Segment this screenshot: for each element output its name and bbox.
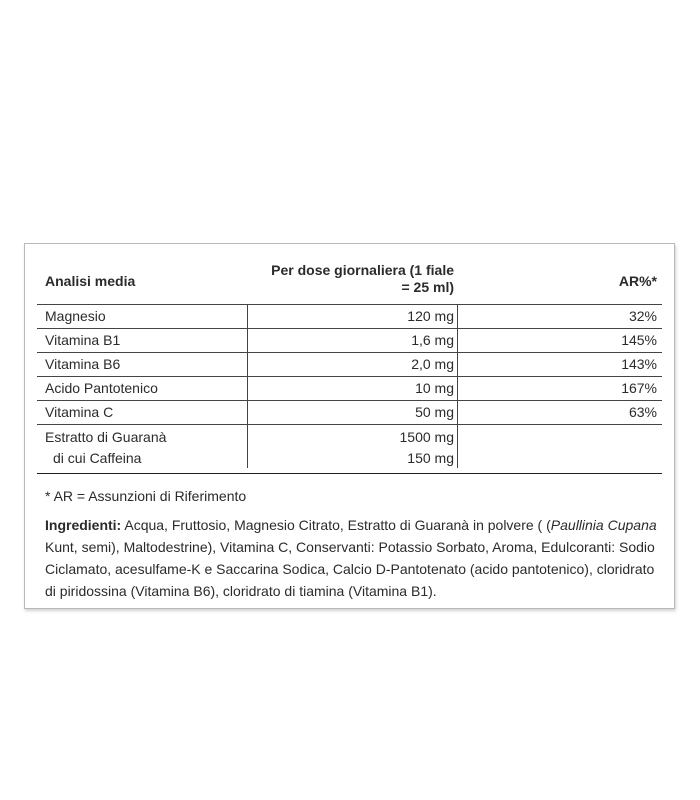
table-row [37, 401, 662, 425]
header-per-dose [247, 262, 454, 296]
table-row-guarana [37, 425, 662, 474]
ingredients-italic: Paullinia Cupana [550, 517, 657, 533]
row-amount: 120 mg [407, 308, 454, 324]
column-divider [247, 304, 248, 468]
row-amount: 1,6 mg [411, 332, 454, 348]
ar-footnote: * AR = Assunzioni di Riferimento [45, 488, 247, 504]
row-name: Vitamina B1 [45, 332, 121, 348]
header-ar: AR%* [618, 273, 657, 289]
row-ar: 63% [628, 404, 657, 420]
header-analysis: Analisi media [45, 273, 136, 289]
row-ar: 32% [628, 308, 657, 324]
row-name [45, 427, 166, 469]
caffeine-name: di cui Caffeina [53, 450, 142, 466]
table-row [37, 329, 662, 353]
table-row [37, 377, 662, 401]
row-ar: 143% [621, 356, 657, 372]
header-per-dose-line2: = 25 ml) [401, 279, 454, 295]
row-name: Vitamina C [45, 404, 114, 420]
table-row [37, 353, 662, 377]
nutrition-table [37, 256, 662, 474]
caffeine-amount: 150 mg [407, 450, 454, 466]
row-amount [347, 427, 454, 469]
row-ar: 167% [621, 380, 657, 396]
header-per-dose-line1: Per dose giornaliera (1 fiale [271, 262, 454, 278]
row-amount: 10 mg [415, 380, 454, 396]
row-name: Vitamina B6 [45, 356, 121, 372]
row-name: Acido Pantotenico [45, 380, 158, 396]
table-row [37, 305, 662, 329]
row-name: Magnesio [45, 308, 106, 324]
row-amount: 2,0 mg [411, 356, 454, 372]
ingredients-paragraph [45, 514, 660, 602]
guarana-name: Estratto di Guaranà [45, 429, 167, 445]
row-ar: 145% [621, 332, 657, 348]
ingredients-text-a: Acqua, Fruttosio, Magnesio Citrato, Estratto di Guaranà in polvere ( ( [121, 517, 551, 533]
ingredients-text-b: Kunt, semi), Maltodestrine), Vitamina C, Conservanti: Potassio Sorbato, Aroma, Edulcoranti: Sodio Ciclamato, acesulfame-K e Saccarina Sodica, Calcio D-Pantotenato (acido pantotenico), cloridrato di piridossina (Vitamina B6), cloridrato di tiamina (Vitamina B1). [45, 539, 655, 599]
row-amount: 50 mg [415, 404, 454, 420]
table-header-row [37, 256, 662, 305]
ingredients-label: Ingredienti: [45, 517, 122, 533]
guarana-amount: 1500 mg [399, 429, 454, 445]
column-divider [457, 304, 458, 468]
nutrition-label [24, 243, 675, 609]
